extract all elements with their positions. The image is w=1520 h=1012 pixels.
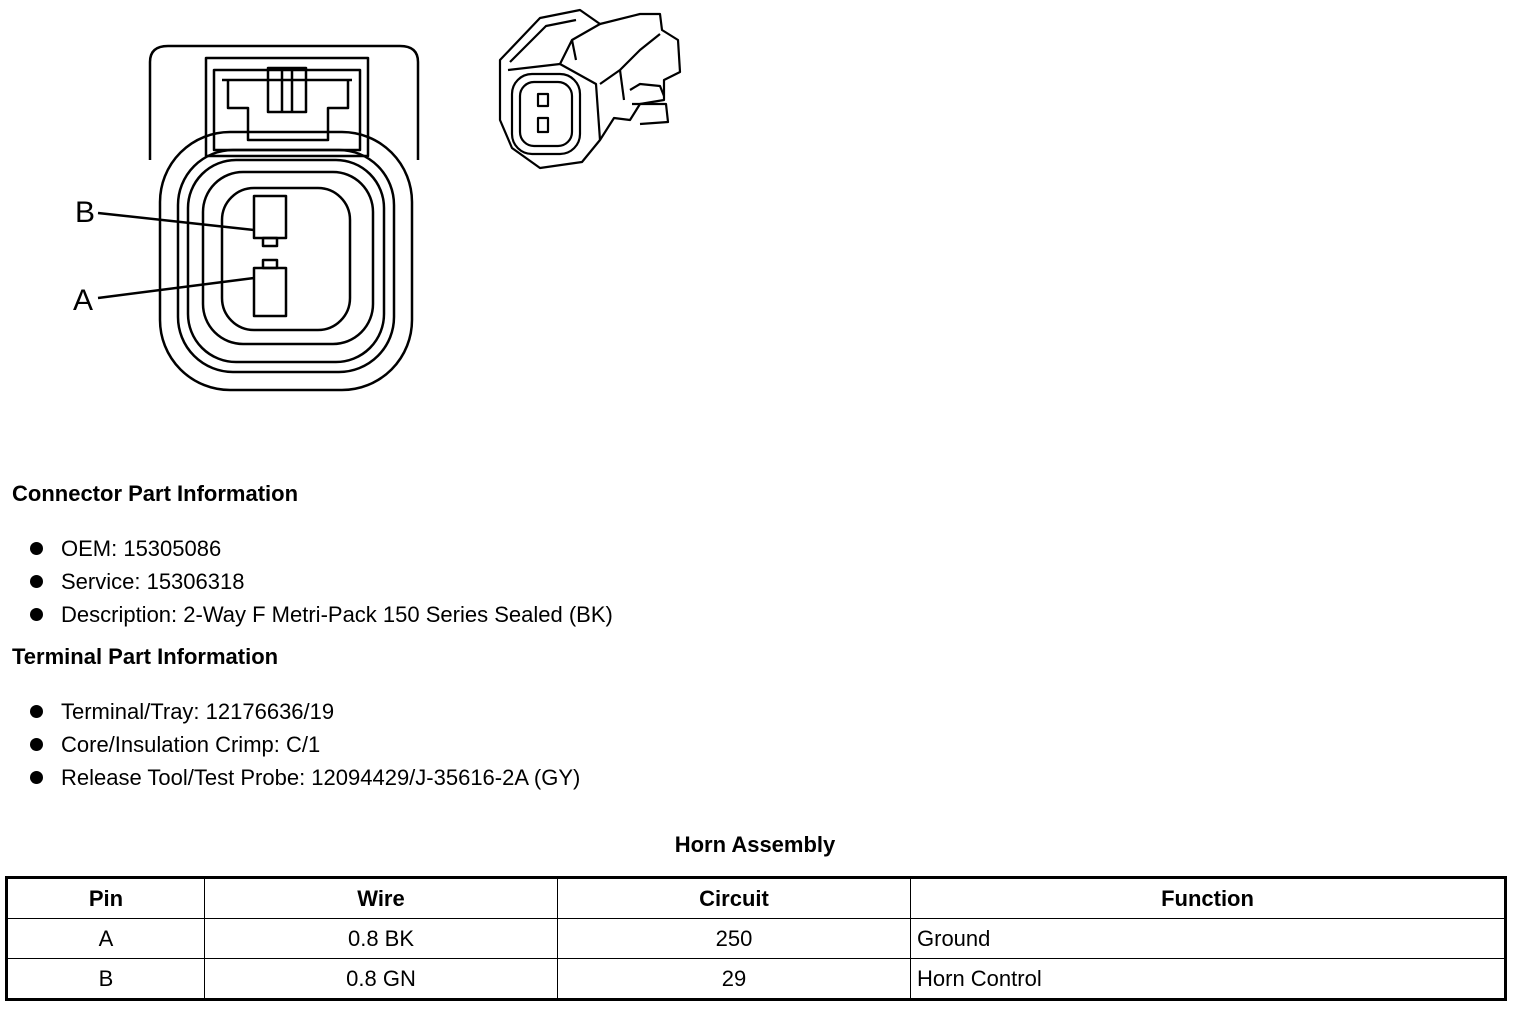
cell-circuit: 250 [558,919,911,959]
column-header-wire: Wire [205,878,558,919]
list-item: Description: 2-Way F Metri-Pack 150 Series Sealed (BK) [30,598,613,631]
column-header-pin: Pin [7,878,205,919]
cell-pin: A [7,919,205,959]
bullet-icon [30,705,43,718]
bullet-icon [30,575,43,588]
cell-circuit: 29 [558,959,911,1000]
connector-part-info-heading: Connector Part Information [12,481,299,506]
bullet-icon [30,738,43,751]
list-item: OEM: 15305086 [30,532,613,565]
pin-label-b: B [75,196,96,229]
cell-function: Horn Control [911,959,1506,1000]
bullet-icon [30,771,43,784]
terminal-part-info-list [30,695,580,794]
cell-wire: 0.8 GN [205,959,558,1000]
pin-table-title: Horn Assembly [674,832,836,857]
bullet-icon [30,608,43,621]
cell-pin: B [7,959,205,1000]
pin-table [5,876,1507,1001]
terminal-part-info-heading: Terminal Part Information [12,644,279,669]
terminal-b [254,196,286,238]
column-header-function: Function [911,878,1506,919]
leader-line-a [98,278,254,298]
cell-function: Ground [911,919,1506,959]
column-header-circuit: Circuit [558,878,911,919]
table-header-row [7,878,1506,919]
connector-face-drawing [0,0,720,420]
terminal-a [254,268,286,316]
cell-wire: 0.8 BK [205,919,558,959]
list-item: Release Tool/Test Probe: 12094429/J-35616-2A (GY) [30,761,580,794]
table-row [7,959,1506,1000]
latch-tab [268,68,306,112]
bullet-icon [30,542,43,555]
connector-iso-drawing [500,10,680,168]
table-row [7,919,1506,959]
list-item: Service: 15306318 [30,565,613,598]
list-item: Core/Insulation Crimp: C/1 [30,728,580,761]
list-item: Terminal/Tray: 12176636/19 [30,695,580,728]
leader-line-b [98,213,254,230]
connector-part-info-list [30,532,613,631]
pin-label-a: A [73,284,94,317]
